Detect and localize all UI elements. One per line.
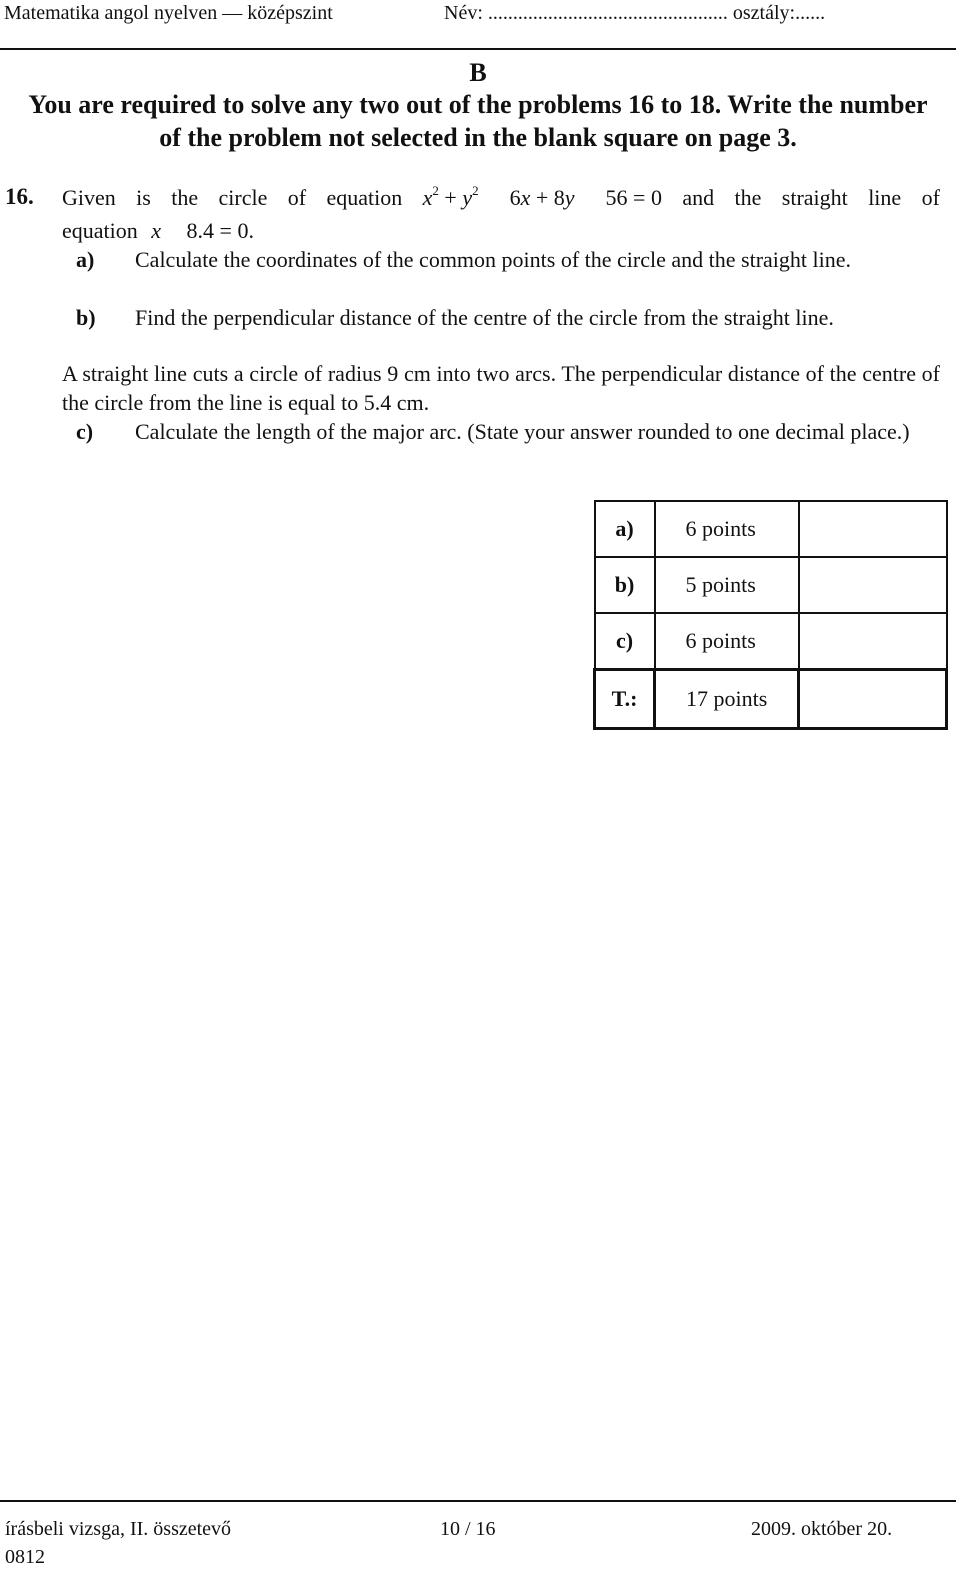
footer-code: 0812 (5, 1546, 45, 1568)
header-subject: Matematika angol nyelven — középszint (4, 2, 333, 24)
score-label: c) (595, 613, 655, 670)
instruction-text: You are required to solve any two out of the problems 16 to 18. Write the number of the problem not selected in the blank square on page 3. (28, 90, 928, 152)
intro-word: circle (218, 185, 268, 210)
score-blank-cell[interactable] (799, 670, 947, 729)
problem-intro-line (62, 183, 940, 212)
score-points: 17 points (655, 670, 799, 729)
table-row (595, 501, 947, 557)
score-table (593, 500, 948, 730)
section-title: B (469, 58, 487, 87)
problem-number: 16. (5, 184, 34, 209)
header-name-class-field: Név: ................................................ osztály:...... (444, 2, 826, 24)
intro-word: Given (62, 185, 116, 210)
line-equation: x 8.4 = 0. (151, 218, 254, 243)
part-c-text: Calculate the length of the major arc. (State your answer rounded to one decimal place.) (135, 419, 910, 444)
after-word: of (921, 185, 940, 210)
header-divider (0, 48, 956, 50)
intro-word: is (136, 185, 151, 210)
intro-word: equation (326, 185, 403, 210)
score-blank-cell[interactable] (799, 501, 947, 557)
footer-page-number: 10 / 16 (440, 1518, 496, 1540)
intro-word: the (171, 185, 199, 210)
footer-exam: írásbeli vizsga, II. összetevő (5, 1518, 232, 1540)
part-a-text: Calculate the coordinates of the common points of the circle and the straight line. (135, 247, 851, 272)
part-b-text: Find the perpendicular distance of the centre of the circle from the straight line. (135, 305, 834, 330)
after-word: and (682, 185, 715, 210)
circle-equation: $x^2 + y^2$ 6x + 8y 56 = 0 (422, 183, 662, 210)
score-label: b) (595, 557, 655, 613)
part-a-label: a) (76, 247, 95, 272)
score-points: 6 points (655, 613, 799, 670)
score-points: 6 points (655, 501, 799, 557)
part-c-label: c) (76, 419, 94, 444)
table-row (595, 557, 947, 613)
footer-date: 2009. október 20. (751, 1518, 893, 1540)
table-row-total (595, 670, 947, 729)
score-label: T.: (595, 670, 655, 729)
after-word: the (734, 185, 762, 210)
problem-line-equation: equation x 8.4 = 0. (62, 218, 254, 243)
table-row (595, 613, 947, 670)
part-b-label: b) (76, 305, 96, 330)
score-points: 5 points (655, 557, 799, 613)
after-word: line (868, 185, 902, 210)
score-label: a) (595, 501, 655, 557)
footer-divider (0, 1500, 956, 1502)
problem-paragraph: A straight line cuts a circle of radius 9 cm into two arcs. The perpendicular distance of the centre of the circle from the line is equal to 5.4 cm. (62, 361, 940, 415)
intro-word: of (287, 185, 307, 210)
after-word: straight (781, 185, 848, 210)
score-blank-cell[interactable] (799, 613, 947, 670)
page-header (0, 0, 960, 32)
score-blank-cell[interactable] (799, 557, 947, 613)
